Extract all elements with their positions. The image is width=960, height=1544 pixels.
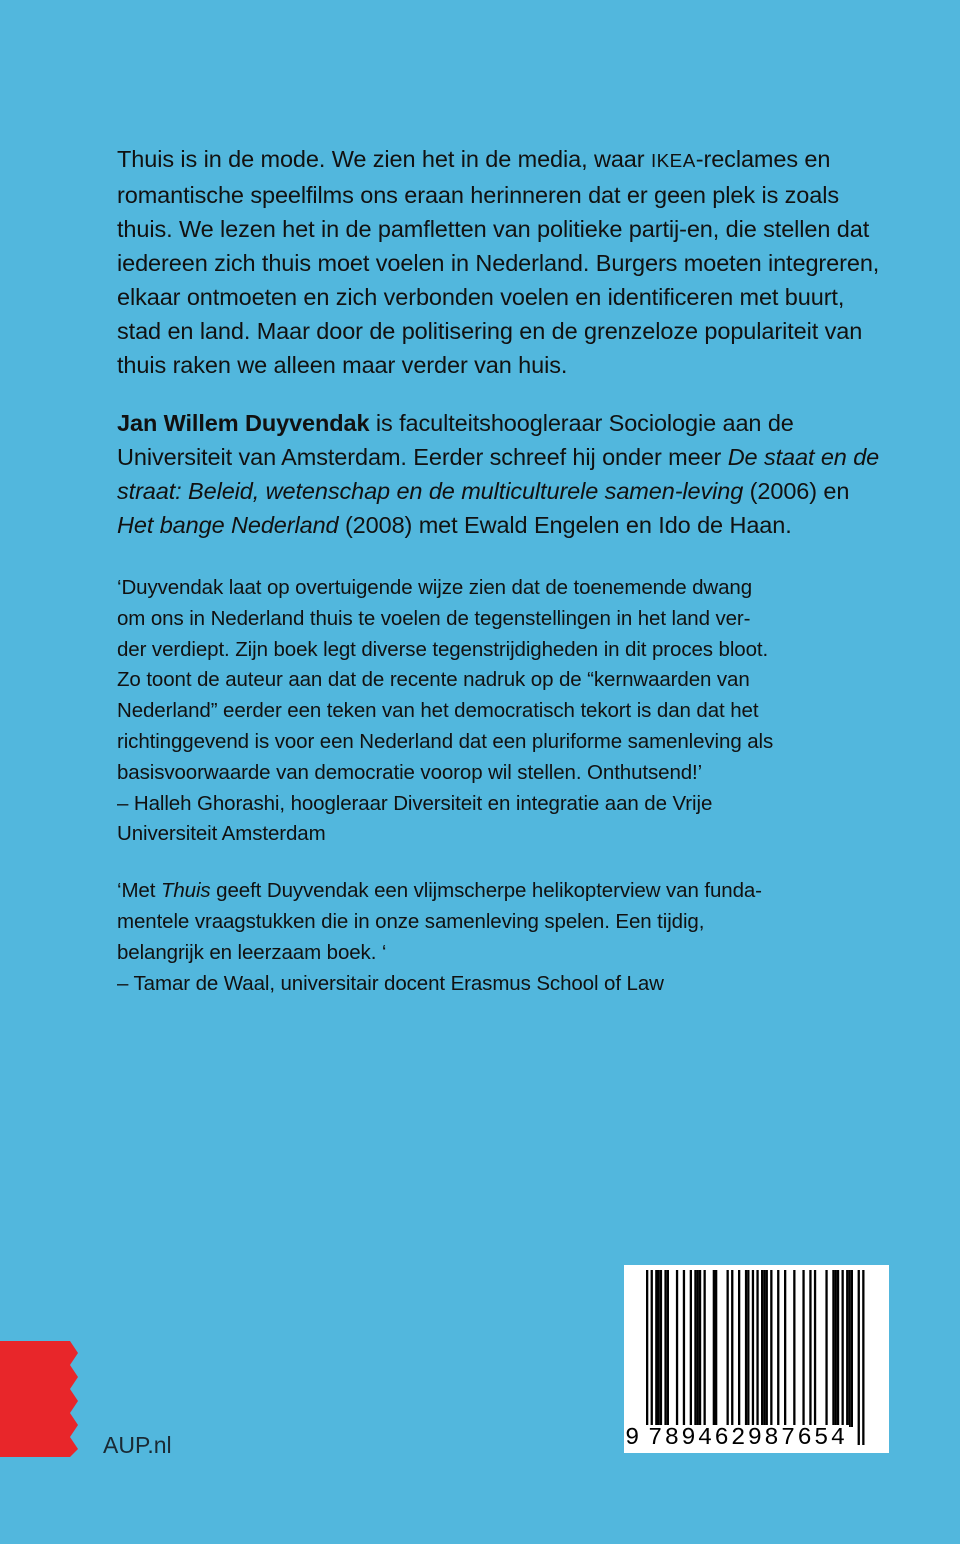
barcode-bar (848, 1270, 850, 1427)
publisher-flag-logo (0, 1341, 78, 1457)
barcode-bar (835, 1270, 837, 1427)
barcode-bar (846, 1270, 848, 1427)
barcode-bar (727, 1270, 729, 1427)
barcode-bar (655, 1270, 657, 1427)
review-quote-1 (117, 573, 887, 850)
barcode-bar (676, 1270, 678, 1427)
barcode-bar (851, 1270, 853, 1427)
quote-line: Nederland” eerder een teken van het democratisch tekort is dan dat het (117, 699, 759, 723)
barcode-bar (802, 1270, 804, 1427)
barcode-bar (793, 1270, 795, 1427)
barcode-bar (770, 1270, 772, 1427)
isbn-number (624, 1425, 889, 1453)
barcode-bar (658, 1270, 660, 1427)
review-quote-2 (117, 876, 887, 999)
quote-line: om ons in Nederland thuis te voelen de tegenstellingen in het land ver- (117, 606, 751, 630)
barcode-bar (837, 1270, 839, 1427)
barcode-bar (704, 1270, 706, 1427)
quote-attribution: Universiteit Amsterdam (117, 822, 326, 846)
cover-copy (117, 142, 887, 999)
author-name: Jan Willem Duyvendak (117, 410, 370, 436)
barcode-bar (667, 1270, 669, 1427)
barcode-bar (825, 1270, 827, 1427)
quote-line: richtinggevend is voor een Nederland dat een pluriforme samenleving als (117, 729, 774, 753)
quote-line: mentele vraagstukken die in onze samenleving spelen. Een tijdig, (117, 909, 705, 933)
barcode-bar (747, 1270, 749, 1427)
isbn-first-digit: 9 (625, 1425, 640, 1452)
quote-line: basisvoorwaarde van democratie voorop wil stellen. Onthutsend!’ (117, 760, 703, 784)
barcode-guard-bar (862, 1270, 864, 1445)
intro-paragraph: Thuis is in de mode. We zien het in de media, waar IKEA-reclames en romantische speelfilms ons eraan herinneren dat er geen plek is zoals thuis. We lezen het in de pamfletten van politieke partij-en, die stellen dat iedereen zich thuis moet voelen in Nederland. Burgers moeten integreren, elkaar ontmoeten en zich verbonden voelen en identificeren met buurt, stad en land. Maar door de politisering en de grenzeloze populariteit van thuis raken we alleen maar verder van huis. (117, 146, 880, 378)
quote-line: ‘Met Thuis geeft Duyvendak een vlijmscherpe helikopterview van funda- (117, 879, 762, 903)
barcode-bar (690, 1270, 692, 1427)
barcode-bar (715, 1270, 717, 1427)
barcode-bar (713, 1270, 715, 1427)
quote-line: Zo toont de auteur aan dat de recente nadruk op de “kernwaarden van (117, 668, 750, 692)
barcode-bar (664, 1270, 666, 1427)
barcode-bar (814, 1270, 816, 1427)
barcode-bar (842, 1270, 844, 1427)
barcode-bar (697, 1270, 699, 1427)
barcode-bar (777, 1270, 779, 1427)
isbn-barcode (624, 1265, 889, 1453)
barcode-bar (832, 1270, 834, 1427)
publisher-website-link[interactable]: AUP.nl (103, 1432, 172, 1458)
quote-attribution: – Halleh Ghorashi, hoogleraar Diversiteit en integratie aan de Vrije (117, 791, 713, 815)
barcode-bar (763, 1270, 765, 1427)
barcode-bar (660, 1270, 662, 1427)
barcode-bar (809, 1270, 811, 1427)
barcode-bar (784, 1270, 786, 1427)
barcode-bar (761, 1270, 763, 1427)
quote-line: der verdiept. Zijn boek legt diverse tegenstrijdigheden in dit proces bloot. (117, 637, 769, 661)
barcode-guard-bar (752, 1270, 754, 1445)
book-title-thuis: Thuis (160, 879, 211, 903)
book-title-2: Het bange Nederland (117, 512, 339, 538)
barcode-bar (683, 1270, 685, 1427)
quote-line: ‘Duyvendak laat op overtuigende wijze zien dat de toenemende dwang (117, 576, 753, 599)
barcode-guard-bar (646, 1270, 648, 1445)
ikea-brand-text: IKEA (650, 150, 696, 171)
quote-line: belangrijk en leerzaam boek. ‘ (117, 940, 387, 964)
barcode-bar (699, 1270, 701, 1427)
quote-attribution: – Tamar de Waal, universitair docent Erasmus School of Law (117, 971, 664, 995)
barcode-bar (694, 1270, 696, 1427)
isbn-digits: 789462987654 (648, 1425, 848, 1452)
barcode-guard-bar (651, 1270, 653, 1445)
barcode-bar (738, 1270, 740, 1427)
barcode-bar (766, 1270, 768, 1427)
barcode-bar (731, 1270, 733, 1427)
barcode-guard-bar (756, 1270, 758, 1445)
barcode-guard-bar (858, 1270, 860, 1445)
author-bio: Jan Willem Duyvendak is faculteitshoogleraar Sociologie aan de Universiteit van Amsterdam. Eerder schreef hij onder meer De staat en de straat: Beleid, wetenschap en de multiculturele samen-leving (2006) en Het bange Nederland (2008) met Ewald Engelen en Ido de Haan. (117, 410, 880, 538)
book-title-1: De staat en de straat: Beleid, wetenschap en de multiculturele samen-leving (117, 444, 880, 504)
barcode-bar (745, 1270, 747, 1427)
